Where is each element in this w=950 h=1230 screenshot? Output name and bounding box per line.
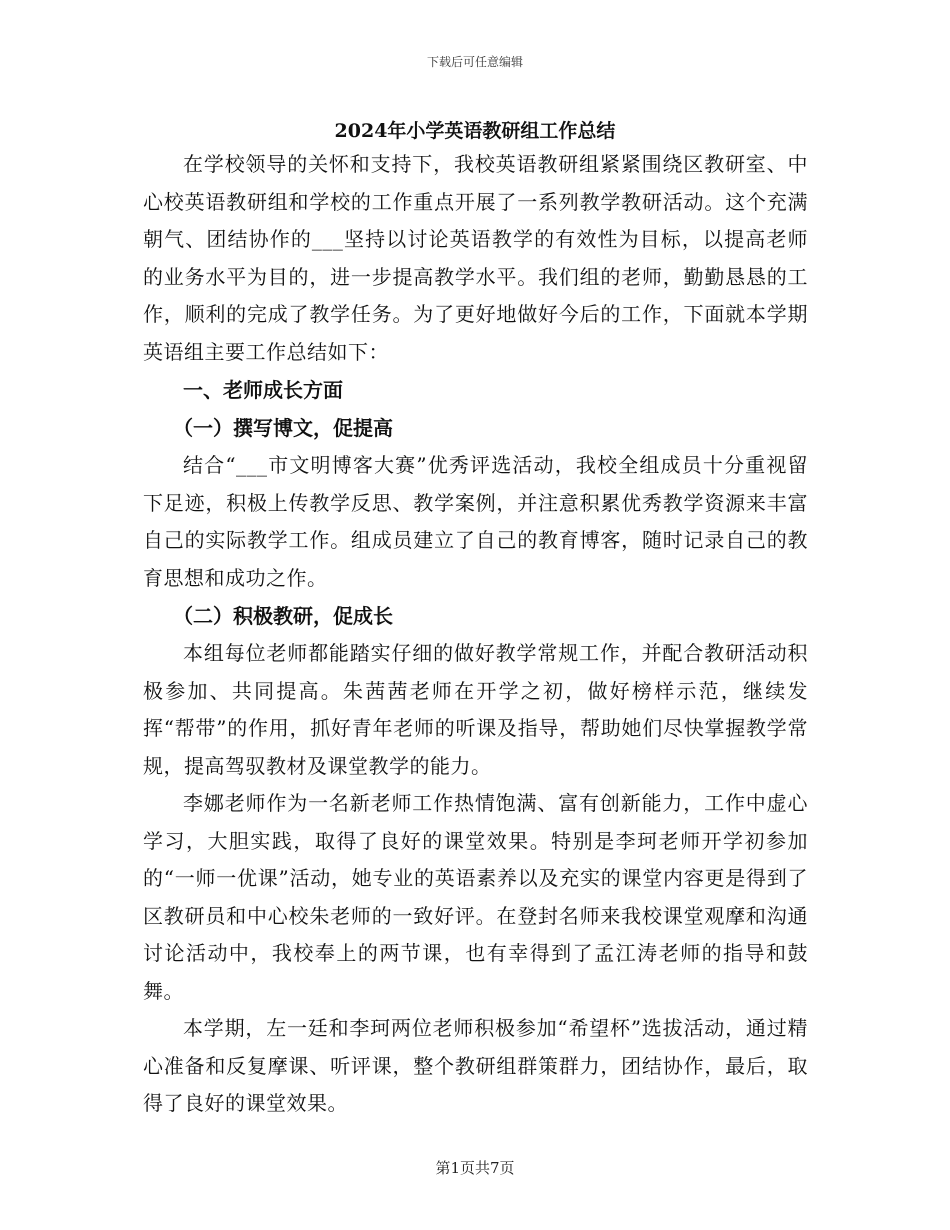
header-note: 下载后可任意编辑 — [426, 55, 523, 69]
document-title: 2024年小学英语教研组工作总结 — [334, 120, 616, 142]
document-body — [143, 146, 808, 1123]
subsection-heading-2: （二）积极教研，促成长 — [173, 604, 393, 628]
subsection-1-paragraph: 结合“___市文明博客大赛”优秀评选活动，我校全组成员十分重视留下足迹，积极上传教学反思、教学案例，并注意积累优秀教学资源来丰富自己的实际教学工作。组成员建立了自己的教育博客，随时记录自己的教育思想和成功之作。 — [143, 453, 808, 590]
subsection-2-paragraph-1: 本组每位老师都能踏实仔细的做好教学常规工作，并配合教研活动积极参加、共同提高。朱茜茜老师在开学之初，做好榜样示范，继续发挥“帮带”的作用，抓好青年老师的听课及指导，帮助她们尽快掌握教学常规，提高驾驭教材及课堂教学的能力。 — [143, 641, 808, 778]
page-footer: 第1页共7页 — [435, 1159, 515, 1177]
subsection-2-paragraph-3: 本学期，左一廷和李珂两位老师积极参加“希望杯”选拔活动，通过精心准备和反复摩课、听评课，整个教研组群策群力，团结协作，最后，取得了良好的课堂效果。 — [143, 1016, 808, 1115]
subsection-heading-1: （一）撰写博文，促提高 — [173, 416, 393, 440]
intro-paragraph: 在学校领导的关怀和支持下，我校英语教研组紧紧围绕区教研室、中心校英语教研组和学校的工作重点开展了一系列教学教研活动。这个充满朝气、团结协作的___坚持以讨论英语教学的有效性为目标，以提高老师的业务水平为目的，进一步提高教学水平。我们组的老师，勤勤恳恳的工作，顺利的完成了教学任务。为了更好地做好今后的工作，下面就本学期英语组主要工作总结如下： — [143, 152, 808, 364]
subsection-2-paragraph-2: 李娜老师作为一名新老师工作热情饱满、富有创新能力，工作中虚心学习，大胆实践，取得了良好的课堂效果。特别是李珂老师开学初参加的“一师一优课”活动，她专业的英语素养以及充实的课堂内容更是得到了区教研员和中心校朱老师的一致好评。在登封名师来我校课堂观摩和沟通讨论活动中，我校奉上的两节课，也有幸得到了孟江涛老师的指导和鼓舞。 — [143, 791, 808, 1003]
section-heading: 一、老师成长方面 — [183, 378, 343, 402]
